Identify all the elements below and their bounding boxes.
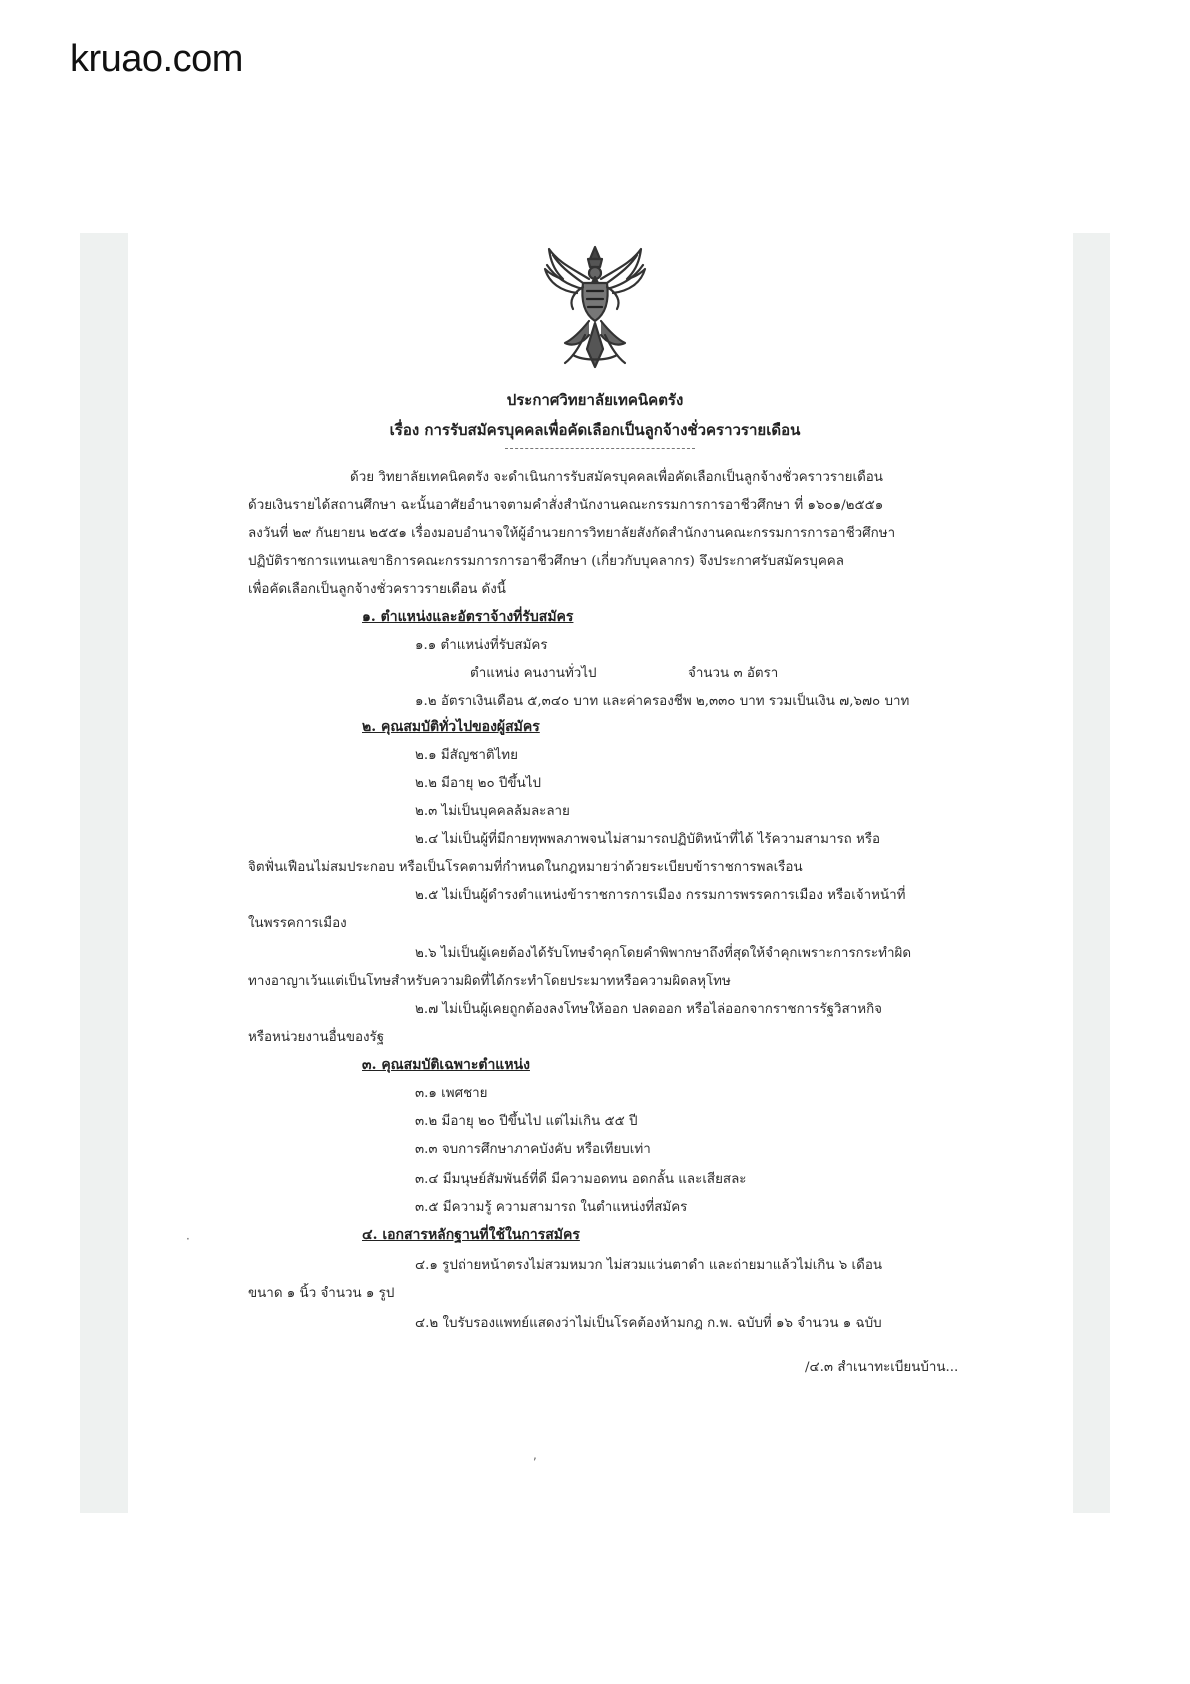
document-subject: เรื่อง การรับสมัครบุคคลเพื่อคัดเลือกเป็นลูกจ้างชั่วคราวรายเดือน xyxy=(389,421,801,439)
section-1-heading: ๑. ตำแหน่งและอัตราจ้างที่รับสมัคร xyxy=(362,609,574,625)
sec1-item-2: ๑.๒ อัตราเงินเดือน ๕,๓๔๐ บาท และค่าครองชีพ ๒,๓๓๐ บาท รวมเป็นเงิน ๗,๖๗๐ บาท xyxy=(415,694,910,709)
garuda-emblem-icon xyxy=(543,243,647,373)
sec2-item-7-b: หรือหน่วยงานอื่นของรัฐ xyxy=(248,1030,385,1045)
site-label: kruao.com xyxy=(70,38,243,80)
sec2-item-6-a: ๒.๖ ไม่เป็นผู้เคยต้องได้รับโทษจำคุกโดยคำพิพากษาถึงที่สุดให้จำคุกเพราะการกระทำผิด xyxy=(415,946,912,961)
section-2-heading: ๒. คุณสมบัติทั่วไปของผู้สมัคร xyxy=(362,719,540,735)
sec2-item-1: ๒.๑ มีสัญชาติไทย xyxy=(415,748,518,763)
intro-line-1: ด้วย วิทยาลัยเทคนิคตรัง จะดำเนินการรับสมัครบุคคลเพื่อคัดเลือกเป็นลูกจ้างชั่วคราวรายเดือน xyxy=(350,470,883,485)
sec3-item-1: ๓.๑ เพศชาย xyxy=(415,1086,488,1101)
scan-speck: , xyxy=(533,1448,537,1462)
sec3-item-2: ๓.๒ มีอายุ ๒๐ ปีขึ้นไป แต่ไม่เกิน ๕๕ ปี xyxy=(415,1114,638,1129)
intro-line-5: เพื่อคัดเลือกเป็นลูกจ้างชั่วคราวรายเดือน ดังนี้ xyxy=(248,582,506,597)
sec3-item-4: ๓.๔ มีมนุษย์สัมพันธ์ที่ดี มีความอดทน อดกลั้น และเสียสละ xyxy=(415,1172,747,1187)
sec3-item-5: ๓.๕ มีความรู้ ความสามารถ ในตำแหน่งที่สมัคร xyxy=(415,1200,688,1215)
intro-line-4: ปฏิบัติราชการแทนเลขาธิการคณะกรรมการการอาชีวศึกษา (เกี่ยวกับบุคลากร) จึงประกาศรับสมัครบุคคล xyxy=(248,554,844,569)
sec2-item-6-b: ทางอาญาเว้นแต่เป็นโทษสำหรับความผิดที่ได้กระทำโดยประมาทหรือความผิดลหุโทษ xyxy=(248,974,731,989)
sec4-item-2: ๔.๒ ใบรับรองแพทย์แสดงว่าไม่เป็นโรคต้องห้ามกฎ ก.พ. ฉบับที่ ๑๖ จำนวน ๑ ฉบับ xyxy=(415,1316,882,1331)
scan-speck: · xyxy=(186,1232,190,1246)
sec2-item-5-a: ๒.๕ ไม่เป็นผู้ดำรงตำแหน่งข้าราชการการเมือง กรรมการพรรคการเมือง หรือเจ้าหน้าที่ xyxy=(415,888,906,903)
sec1-count: จำนวน ๓ อัตรา xyxy=(688,666,779,681)
sec4-item-1-a: ๔.๑ รูปถ่ายหน้าตรงไม่สวมหมวก ไม่สวมแว่นตาดำ และถ่ายมาแล้วไม่เกิน ๖ เดือน xyxy=(415,1258,883,1273)
sec2-item-4-a: ๒.๔ ไม่เป็นผู้ที่มีกายทุพพลภาพจนไม่สามารถปฏิบัติหน้าที่ได้ ไร้ความสามารถ หรือ xyxy=(415,832,881,847)
section-4-heading: ๔. เอกสารหลักฐานที่ใช้ในการสมัคร xyxy=(362,1227,580,1243)
sec2-item-7-a: ๒.๗ ไม่เป็นผู้เคยถูกต้องลงโทษให้ออก ปลดออก หรือไล่ออกจากราชการรัฐวิสาหกิจ xyxy=(415,1002,883,1017)
intro-line-3: ลงวันที่ ๒๙ กันยายน ๒๕๕๑ เรื่องมอบอำนาจให้ผู้อำนวยการวิทยาลัยสังกัดสำนักงานคณะกรรมการการอาชีวศึกษา xyxy=(248,526,896,541)
sec2-item-3: ๒.๓ ไม่เป็นบุคคลล้มละลาย xyxy=(415,804,570,819)
title-divider xyxy=(505,448,695,449)
sec2-item-5-b: ในพรรคการเมือง xyxy=(248,916,347,931)
sec2-item-4-b: จิตฟั่นเฟือนไม่สมประกอบ หรือเป็นโรคตามที่กำหนดในกฎหมายว่าด้วยระเบียบข้าราชการพลเรือน xyxy=(248,860,803,875)
document-title: ประกาศวิทยาลัยเทคนิคตรัง xyxy=(506,391,684,409)
sec3-item-3: ๓.๓ จบการศึกษาภาคบังคับ หรือเทียบเท่า xyxy=(415,1142,651,1157)
sec1-position: ตำแหน่ง คนงานทั่วไป xyxy=(470,666,597,681)
sec4-item-1-b: ขนาด ๑ นิ้ว จำนวน ๑ รูป xyxy=(248,1286,395,1301)
sec2-item-2: ๒.๒ มีอายุ ๒๐ ปีขึ้นไป xyxy=(415,776,541,791)
section-3-heading: ๓. คุณสมบัติเฉพาะตำแหน่ง xyxy=(362,1057,530,1073)
sec1-item-1: ๑.๑ ตำแหน่งที่รับสมัคร xyxy=(415,638,548,653)
continuation-note: /๔.๓ สำเนาทะเบียนบ้าน... xyxy=(805,1360,959,1375)
intro-line-2: ด้วยเงินรายได้สถานศึกษา ฉะนั้นอาศัยอำนาจตามคำสั่งสำนักงานคณะกรรมการการอาชีวศึกษา ที่ ๑๖๐๑/๒๕๕๑ xyxy=(248,498,884,513)
